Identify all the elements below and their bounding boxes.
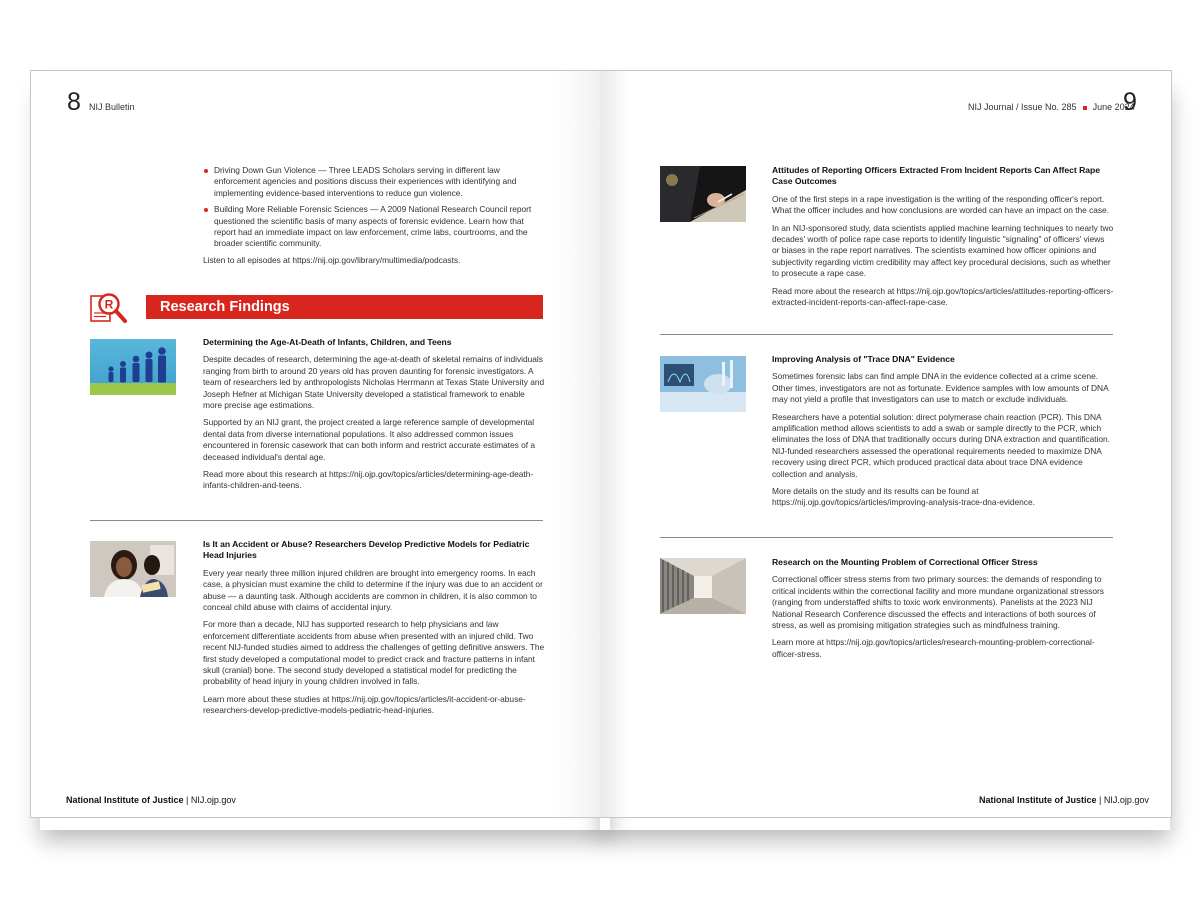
- dna-lab-image: [660, 356, 746, 412]
- article-link-text: More details on the study and its results can be found at https://nij.ojp.gov/topics/articles/improving-analysis-trace-dna-evidence.: [772, 486, 1035, 508]
- article-link-text: Learn more at https://nij.ojp.gov/topics/articles/research-mounting-problem-correctional-officer-stress.: [772, 637, 1095, 659]
- research-findings-banner: Research Findings: [146, 295, 543, 319]
- footer-url: NIJ.ojp.gov: [1103, 795, 1149, 805]
- footer-right: [979, 795, 1149, 805]
- article-trace-dna: [772, 354, 1114, 515]
- article-title: Is It an Accident or Abuse? Researchers Develop Predictive Models for Pediatric Head Injuries: [203, 539, 530, 561]
- footer-url: NIJ.ojp.gov: [190, 795, 236, 805]
- bullet-item: Building More Reliable Forensic Sciences — A 2009 National Research Council report questioned the scientific basis of many aspects of forensic evidence. Learn how that report had an immediate impact on law enforcement, crime labs, courtrooms, and the broader scientific community.: [203, 204, 545, 250]
- article-paragraph: Correctional officer stress stems from two primary sources: the demands of responding to critical incidents within the correctional facility and more mundane organizational stressors (ranging from understaffed shifts to toxic work environments). Panelists at the 2023 NIJ National Research Conference discussed the effects and interactions of both sources of stress, as well as promising mitigation strategies such as mindfulness training.: [772, 574, 1104, 631]
- article-reporting-officers: [772, 165, 1114, 314]
- article-title: Research on the Mounting Problem of Correctional Officer Stress: [772, 557, 1038, 567]
- page-number-right: 9: [1123, 88, 1137, 116]
- section-divider: [90, 520, 543, 521]
- right-page: [600, 70, 1172, 818]
- svg-text:R: R: [104, 297, 114, 312]
- article-paragraph: Supported by an NIJ grant, the project created a large reference sample of developmental dental data from diverse international populations. It also addressed common issues encountered in forensic casework that can both inform and restrict accurate estimates of a deceased individual's dental age.: [203, 417, 535, 462]
- left-page: [30, 70, 600, 818]
- article-link-text: Read more about the research at https://nij.ojp.gov/topics/articles/attitudes-reporting-officers-extracted-incident-reports-can-affect-rape-case.: [772, 285, 1114, 308]
- journal-issue: NIJ Journal / Issue No. 285: [968, 102, 1077, 112]
- research-magnifier-icon: [89, 291, 129, 327]
- article-title: Improving Analysis of "Trace DNA" Evidence: [772, 354, 955, 364]
- footer-left: [66, 795, 236, 805]
- physician-with-child-image: [90, 541, 176, 597]
- article-title: Determining the Age-At-Death of Infants, Children, and Teens: [203, 337, 452, 347]
- article-paragraph: One of the first steps in a rape investigation is the writing of the responding officer's report. What the officer includes and how conclusions are worded can have an impact on the case.: [772, 193, 1110, 216]
- prison-corridor-image: [660, 558, 746, 614]
- article-paragraph: Researchers have a potential solution: direct polymerase chain reaction (PCR). This DNA amplification method allows scientists to add a swab or sample directly to the PCR, which eliminates the loss of DNA that traditionally occurs during DNA extraction and quantification. NIJ-funded researchers assessed the operational requirements needed to maximize DNA recovery using direct PCR, which produced practical data about trace DNA evidence collection and analysis.: [772, 411, 1110, 479]
- article-paragraph: In an NIJ-sponsored study, data scientists applied machine learning techniques to nearly two decades' worth of police rape case reports to identify linguistic "signaling" of officers' views or biases in the rape report narratives. The scientists examined how officer opinions and subjectivity regarding victim credibility may affect key procedural decisions, such as whether to prosecute a rape case.: [772, 222, 1114, 279]
- article-title: Attitudes of Reporting Officers Extracted From Incident Reports Can Affect Rape Case Outcomes: [772, 165, 1101, 187]
- podcast-bullet-block: [203, 165, 545, 272]
- red-square-separator-icon: [1083, 106, 1087, 110]
- section-divider: [660, 334, 1113, 335]
- issue-date: June 2024: [1092, 102, 1135, 112]
- article-age-at-death: [203, 337, 545, 498]
- footer-org: National Institute of Justice: [979, 795, 1097, 805]
- footer-separator: |: [1096, 795, 1104, 805]
- article-accident-or-abuse: [203, 539, 545, 723]
- article-paragraph: Every year nearly three million injured children are brought into emergency rooms. In each case, a physician must examine the child to determine if the injury was due to an accident or abuse — a daunting task. Although accidents are common in children, it is also common to conceal child abuse with claims of accidental injury.: [203, 567, 543, 613]
- footer-org: National Institute of Justice: [66, 795, 184, 805]
- running-header-left: NIJ Bulletin: [89, 102, 135, 112]
- section-divider: [660, 537, 1113, 538]
- article-link-text: Learn more about these studies at https://nij.ojp.gov/topics/articles/it-accident-or-abuse-researchers-develop-predictive-models-pediatric-head-injuries.: [203, 693, 526, 716]
- article-paragraph: Despite decades of research, determining the age-at-death of skeletal remains of individuals ranging from birth to around 20 years old has proven daunting for forensic investigators. A team of researchers led by anthropologists Nicholas Herrmann at Texas State University and Joseph Hefner at Michigan State University developed a statistical framework to enable more precise age estimations.: [203, 354, 545, 411]
- page-number-left: 8: [67, 88, 81, 116]
- footer-separator: |: [183, 795, 191, 805]
- listen-text: Listen to all episodes at https://nij.ojp.gov/library/multimedia/podcasts.: [203, 254, 461, 265]
- running-header-right: [968, 102, 1135, 112]
- article-paragraph: Sometimes forensic labs can find ample DNA in the evidence collected at a crime scene. Other times, investigators are not as fortunate. Evidence samples with low amounts of DNA may not yield a profile that investigators can use to match or exclude individuals.: [772, 371, 1109, 405]
- podcast-bullet-list: [203, 165, 545, 250]
- article-correctional-stress: [772, 557, 1114, 666]
- bullet-item: Driving Down Gun Violence — Three LEADS Scholars serving in different law enforcement agencies and positions discuss their experiences with identifying and implementing evidence-based interventions to reduce gun violence.: [203, 165, 545, 199]
- article-link-text: Read more about this research at https://nij.ojp.gov/topics/articles/determining-age-death-infants-children-and-teens.: [203, 469, 534, 491]
- article-paragraph: For more than a decade, NIJ has supported research to help physicians and law enforcement differentiate accidents from abuse when presented with an injured child. Two recent NIJ-funded studies aimed to address the challenges of getting definitive answers. The first study developed a computational model to predict crack and fracture patterns in infant skull (cranial) bone. The second study developed a statistical model for predicting the probability of head injury in young children involved in falls.: [203, 619, 545, 687]
- family-silhouette-image: [90, 339, 176, 395]
- officer-writing-report-image: [660, 166, 746, 222]
